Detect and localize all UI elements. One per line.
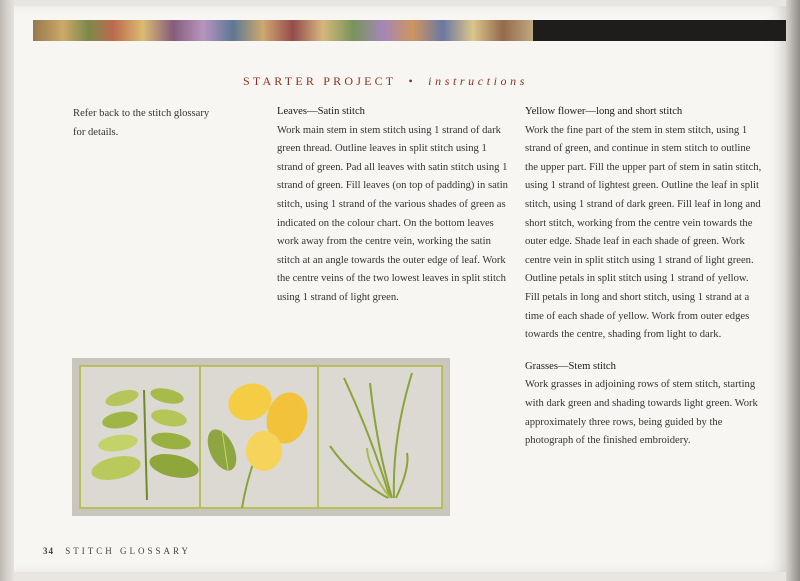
embroidery-photo [72, 358, 450, 516]
book-page [14, 6, 786, 572]
page-footer [43, 546, 191, 556]
grasses-section [525, 358, 765, 451]
glossary-note-text: Refer back to the stitch glossary for details. [73, 108, 210, 138]
decorative-banner [33, 20, 533, 41]
yellow-flower-title: Yellow flower—long and short stitch [525, 106, 683, 117]
yellow-flower-section [525, 103, 765, 345]
yellow-flower-body: Work the fine part of the stem in stem stitch, using 1 strand of green, and continue in stem stitch to outline the upper part. Fill the upper part of stem in satin stitch, using 1 strand of lightest green. Outline the leaf in split stitch, using 1 strand of dark green. Fill leaf in long and short stitch, working from the centre vein towards the outer edge. Shade leaf in each shade of green. Work centre vein in split stitch using 1 strand of light green. Outline petals in split stitch using 1 strand of yellow. Fill petals in long and short stitch, using 1 strand at a time of each shade of yellow. Work from outer edges towards the centre, shading from light to dark. [525, 124, 762, 341]
right-column [525, 103, 765, 451]
grasses-title: Grasses—Stem stitch [525, 360, 616, 372]
page-edge-right [786, 0, 800, 581]
leaves-title: Leaves—Satin stitch [277, 106, 365, 117]
banner-dark-strip [533, 20, 786, 41]
header-separator: • [408, 74, 416, 88]
header-project: STARTER PROJECT [243, 74, 397, 88]
running-title: STITCH GLOSSARY [65, 546, 192, 556]
page-header [243, 74, 603, 92]
header-section: instructions [428, 74, 529, 88]
page-number: 34 [43, 546, 54, 556]
leaves-body: Work main stem in stem stitch using 1 strand of dark green thread. Outline leaves in split stitch using 1 strand of green. Pad all leaves with satin stitch using 1 strand of green. Fill leaves (on top of padding) in satin stitch, using 1 strand of the various shades of green as indicated on the colour chart. On the bottom leaves work away from the centre vein, working the satin stitch at an angle towards the outer edge of leaf. Work the centre veins of the two lowest leaves in split stitch using 1 strand of light green. [277, 124, 508, 303]
page-gutter-left [0, 0, 14, 581]
leaves-section [277, 103, 509, 308]
glossary-note [73, 105, 223, 142]
grasses-body: Work grasses in adjoining rows of stem stitch, starting with dark green and shading towards light green. Work approximately three rows, being guided by the photograph of the finished embroidery. [525, 379, 758, 447]
